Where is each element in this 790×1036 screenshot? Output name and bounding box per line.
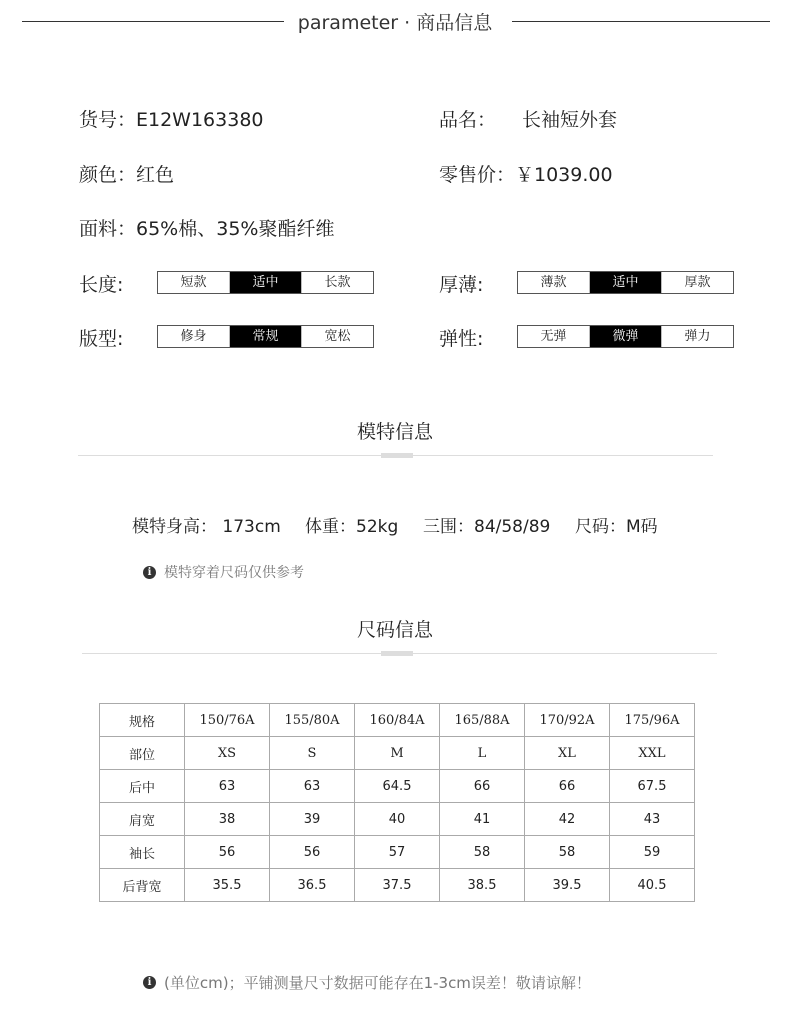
table-cell: 37.5 — [355, 869, 440, 902]
model-height: 模特身高： 173cm — [132, 517, 281, 537]
table-cell: 后中 — [100, 770, 185, 803]
thickness-option-medium: 适中 — [589, 272, 661, 293]
length-label: 长度: — [79, 274, 124, 296]
table-cell: 袖长 — [100, 836, 185, 869]
length-option-medium: 适中 — [229, 272, 301, 293]
info-icon: i — [143, 566, 156, 579]
table-cell: M — [355, 737, 440, 770]
table-cell: 57 — [355, 836, 440, 869]
elasticity-scale — [517, 325, 734, 348]
table-cell: 38.5 — [440, 869, 525, 902]
table-cell: 67.5 — [610, 770, 695, 803]
elasticity-option-none: 无弹 — [540, 329, 567, 344]
table-cell: 150/76A — [185, 704, 270, 737]
table-row — [100, 770, 695, 803]
table-cell: 后背宽 — [100, 869, 185, 902]
model-measurements: 三围：84/58/89 — [423, 517, 551, 537]
thickness-scale — [517, 271, 734, 294]
info-icon: i — [143, 976, 156, 989]
model-section-title: 模特信息 — [356, 421, 433, 443]
table-cell: XL — [525, 737, 610, 770]
elasticity-option-slight: 微弹 — [589, 326, 661, 347]
table-row — [100, 737, 695, 770]
table-cell: 155/80A — [270, 704, 355, 737]
table-cell: 63 — [270, 770, 355, 803]
table-cell: 43 — [610, 803, 695, 836]
table-cell: L — [440, 737, 525, 770]
table-cell: 35.5 — [185, 869, 270, 902]
fit-label: 版型: — [79, 328, 124, 350]
price-text: 零售价：￥1039.00 — [439, 164, 613, 186]
table-cell: 165/88A — [440, 704, 525, 737]
table-cell: 56 — [270, 836, 355, 869]
model-note — [143, 562, 304, 582]
table-cell: 58 — [525, 836, 610, 869]
table-cell: 66 — [440, 770, 525, 803]
table-cell: XS — [185, 737, 270, 770]
table-header-row — [100, 704, 695, 737]
elasticity-label: 弹性: — [439, 328, 484, 350]
table-row — [100, 803, 695, 836]
fit-option-loose: 宽松 — [301, 326, 373, 347]
table-cell: 规格 — [100, 704, 185, 737]
table-cell: 40.5 — [610, 869, 695, 902]
size-section-mark — [381, 651, 413, 656]
fit-scale — [157, 325, 374, 348]
table-cell: 42 — [525, 803, 610, 836]
header-rule-right — [512, 21, 770, 22]
page-title: parameter · 商品信息 — [297, 12, 493, 34]
model-note-text: 模特穿着尺码仅供参考 — [164, 565, 304, 581]
table-row — [100, 836, 695, 869]
table-cell: 63 — [185, 770, 270, 803]
table-cell: 部位 — [100, 737, 185, 770]
model-weight: 体重：52kg — [305, 517, 399, 537]
table-cell: 58 — [440, 836, 525, 869]
table-cell: 160/84A — [355, 704, 440, 737]
fit-option-regular: 常规 — [229, 326, 301, 347]
product-name-label: 品名： — [439, 109, 497, 131]
table-cell: 64.5 — [355, 770, 440, 803]
table-cell: 41 — [440, 803, 525, 836]
sku-text: 货号：E12W163380 — [79, 109, 264, 131]
thickness-option-thick: 厚款 — [661, 272, 733, 293]
length-scale — [157, 271, 374, 294]
table-cell: 38 — [185, 803, 270, 836]
length-option-short: 短款 — [180, 275, 207, 290]
color-text: 颜色：红色 — [79, 164, 175, 186]
table-cell: 肩宽 — [100, 803, 185, 836]
model-size: 尺码：M码 — [575, 517, 658, 537]
table-cell: 36.5 — [270, 869, 355, 902]
table-cell: XXL — [610, 737, 695, 770]
table-row — [100, 869, 695, 902]
size-table — [99, 703, 695, 902]
thickness-label: 厚薄: — [439, 274, 484, 296]
table-cell: 170/92A — [525, 704, 610, 737]
table-cell: 56 — [185, 836, 270, 869]
table-cell: 66 — [525, 770, 610, 803]
thickness-option-thin: 薄款 — [540, 275, 567, 290]
table-cell: 175/96A — [610, 704, 695, 737]
table-cell: 39.5 — [525, 869, 610, 902]
product-name-value: 长袖短外套 — [522, 109, 618, 131]
size-section-title: 尺码信息 — [356, 619, 433, 641]
fit-option-slim: 修身 — [180, 329, 207, 344]
table-cell: 40 — [355, 803, 440, 836]
elasticity-option-stretch: 弹力 — [661, 326, 733, 347]
table-cell: 39 — [270, 803, 355, 836]
size-footnote-text: (单位cm)；平铺测量尺寸数据可能存在1-3cm误差！敬请谅解！ — [164, 974, 591, 992]
model-section-mark — [381, 453, 413, 458]
length-option-long: 长款 — [301, 272, 373, 293]
table-cell: 59 — [610, 836, 695, 869]
table-cell: S — [270, 737, 355, 770]
size-footnote — [143, 972, 591, 993]
fabric-text: 面料：65%棉、35%聚酯纤维 — [79, 218, 335, 240]
